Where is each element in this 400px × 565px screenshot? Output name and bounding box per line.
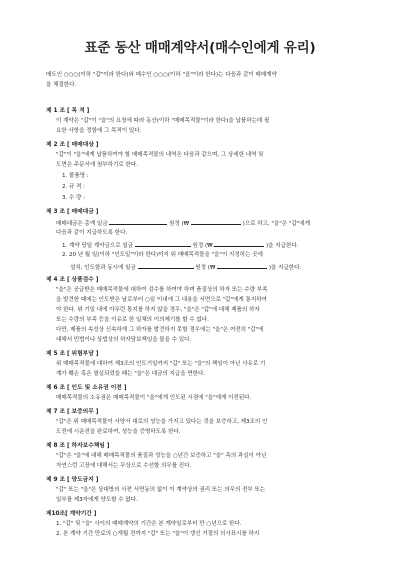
total-amount-number-blank[interactable]	[191, 219, 241, 225]
article-heading: 제 9 조 [ 양도금지 ]	[46, 477, 99, 483]
total-amount-blank[interactable]	[109, 219, 167, 225]
article-text: "을"은 공급받은 매매목적물에 대하여 검수를 하여야 하며 품질상의 하자 또는 수량 부족	[56, 287, 268, 293]
article-text: 매매목적물의 소유권은 매매목적물이 "을"에게 인도된 시점에 "을"에게 이전된다.	[56, 395, 252, 401]
article-text: 또는 수량의 부족 등을 이유로 한 일체의 이의제기를 할 수 없다.	[56, 317, 209, 323]
article-heading: 제 5 조 [ 위험부담 ]	[46, 351, 99, 357]
article-text: 대해서 민법이나 상법상의 하자담보책임을 물을 수 있다.	[56, 337, 192, 343]
article-text: 요한 사항을 정함에 그 목적이 있다.	[56, 128, 142, 134]
article-heading: 제 7 조 [ 보증의무 ]	[46, 409, 99, 415]
article-text: 도면은 주문서에 첨부하기로 한다.	[56, 162, 138, 168]
article-text: "갑" 또는 "을"은 상대방의 사전 서면동의 없이 이 계약상의 권리 또는 의무의 전부 또는	[56, 487, 266, 493]
article-text: 도전에 시운전을 완료하여, 성능을 증명하도록 한다.	[56, 429, 181, 435]
article-text: "갑"은 "을"에 대해 매매목적물의 품질과 성능을 ○년간 보증하고 "을" 측의 과실이 아닌	[56, 453, 267, 459]
article-text: "갑"이 "을"에게 납품하여야 할 매매목적물의 내역은 다음과 같으며, 그 상세한 내역 및	[56, 152, 264, 158]
item-field: 3. 수 량 :	[62, 195, 85, 201]
article-text: 계가 훼손 혹은 멸실되었을 때는 "을"은 대금의 지급을 면한다.	[56, 371, 206, 377]
document-title: 표준 동산 매매계약서(매수인에게 유리)	[84, 40, 316, 56]
item-field: 1. 물품명 :	[62, 173, 89, 179]
article-heading: 제 1 조 [ 목 적 ]	[46, 108, 90, 114]
article-text: 을 발견한 때에는 인도받은 날로부터 ○일 이내에 그 내용을 서면으로 "갑"에게 통지하여	[56, 297, 267, 303]
balance-amount-blank[interactable]	[138, 263, 194, 269]
article-text: 이 계약은 "갑"이 "을"의 요청에 따라 동산(이하 "매매목적물"이라 한다)을 납품하는데 필	[56, 118, 270, 124]
deposit-amount-number-blank[interactable]	[214, 241, 264, 247]
article-text: 위 매매목적물에 대하여 제3조의 인도기일까지 "갑" 또는 "을"의 책임이 아닌 사유로 기	[56, 361, 266, 367]
deposit-line: 1. 계약 당일 계약금으로 일금 원정 (₩ )을 지급한다.	[62, 243, 299, 249]
article-heading: 제 6 조 [ 인도 및 소유권 이전 ]	[46, 385, 127, 391]
price-total-line: 매매대금은 총액 일금 원정 (₩ )으로 하고, "을"은 "갑"에게	[56, 221, 310, 227]
balance-line: 2. 20 년 월 일(이하 "인도일"이라 한다)까지 위 매매목적물을 "을"이 지정하는 곳에	[62, 252, 263, 258]
article-heading: 제 8 조 [ 하자보수책임 ]	[46, 443, 110, 449]
article-text: "갑"은 위 매매목적물이 사양서 대로의 성능을 가지고 있다는 것을 보증하고, 제3조의 인	[56, 419, 268, 425]
balance-line-2: 설치, 인도함과 동시에 일금 원정 (₩ )을 지급한다.	[70, 265, 302, 271]
article-text: 다음과 같이 지급하도록 한다.	[56, 230, 128, 236]
article-heading: 제 2 조 [ 매매대상 ]	[46, 142, 99, 148]
article-heading: 제10조[ 계약기간 ]	[46, 511, 97, 517]
article-text: 야 한다. 위 기일 내에 아무런 통지를 하지 않을 경우, "을"은 "갑"에 대해 제품의 하자	[56, 307, 260, 313]
article-heading: 제 3 조 [ 매매대금 ]	[46, 209, 99, 215]
deposit-amount-blank[interactable]	[135, 241, 191, 247]
intro-line: 매도인 ○○○(이하 "갑"이라 한다)와 매수인 ○○○(이하 "을"이라 한다)는 다음과 같이 매매계약	[46, 72, 277, 78]
article-text: 2. 본 계약 기간 만료의 ○개월 전까지 "갑" 또는 "을"이 갱신 거절의 의사표시를 하지	[56, 531, 260, 537]
intro-line: 을 체결한다.	[46, 82, 77, 88]
article-text: 다만, 제품의 속성상 신속하게 그 하자를 발견하지 못할 경우에는 "을"은 여전히 "갑"에	[56, 327, 264, 333]
article-text: 1. "갑" 및 "을" 사이의 매매계약의 기간은 본 계약일로부터 만 ○년으로 한다.	[56, 521, 242, 527]
article-text: 일부를 제3자에게 양도할 수 없다.	[56, 497, 138, 503]
balance-amount-number-blank[interactable]	[217, 263, 267, 269]
item-field: 2. 규 격 :	[62, 184, 85, 190]
article-text: 자연스런 고장에 대해서는 무상으로 수선할 의무를 진다.	[56, 463, 192, 469]
article-heading: 제 4 조 [ 상품검수 ]	[46, 277, 99, 283]
